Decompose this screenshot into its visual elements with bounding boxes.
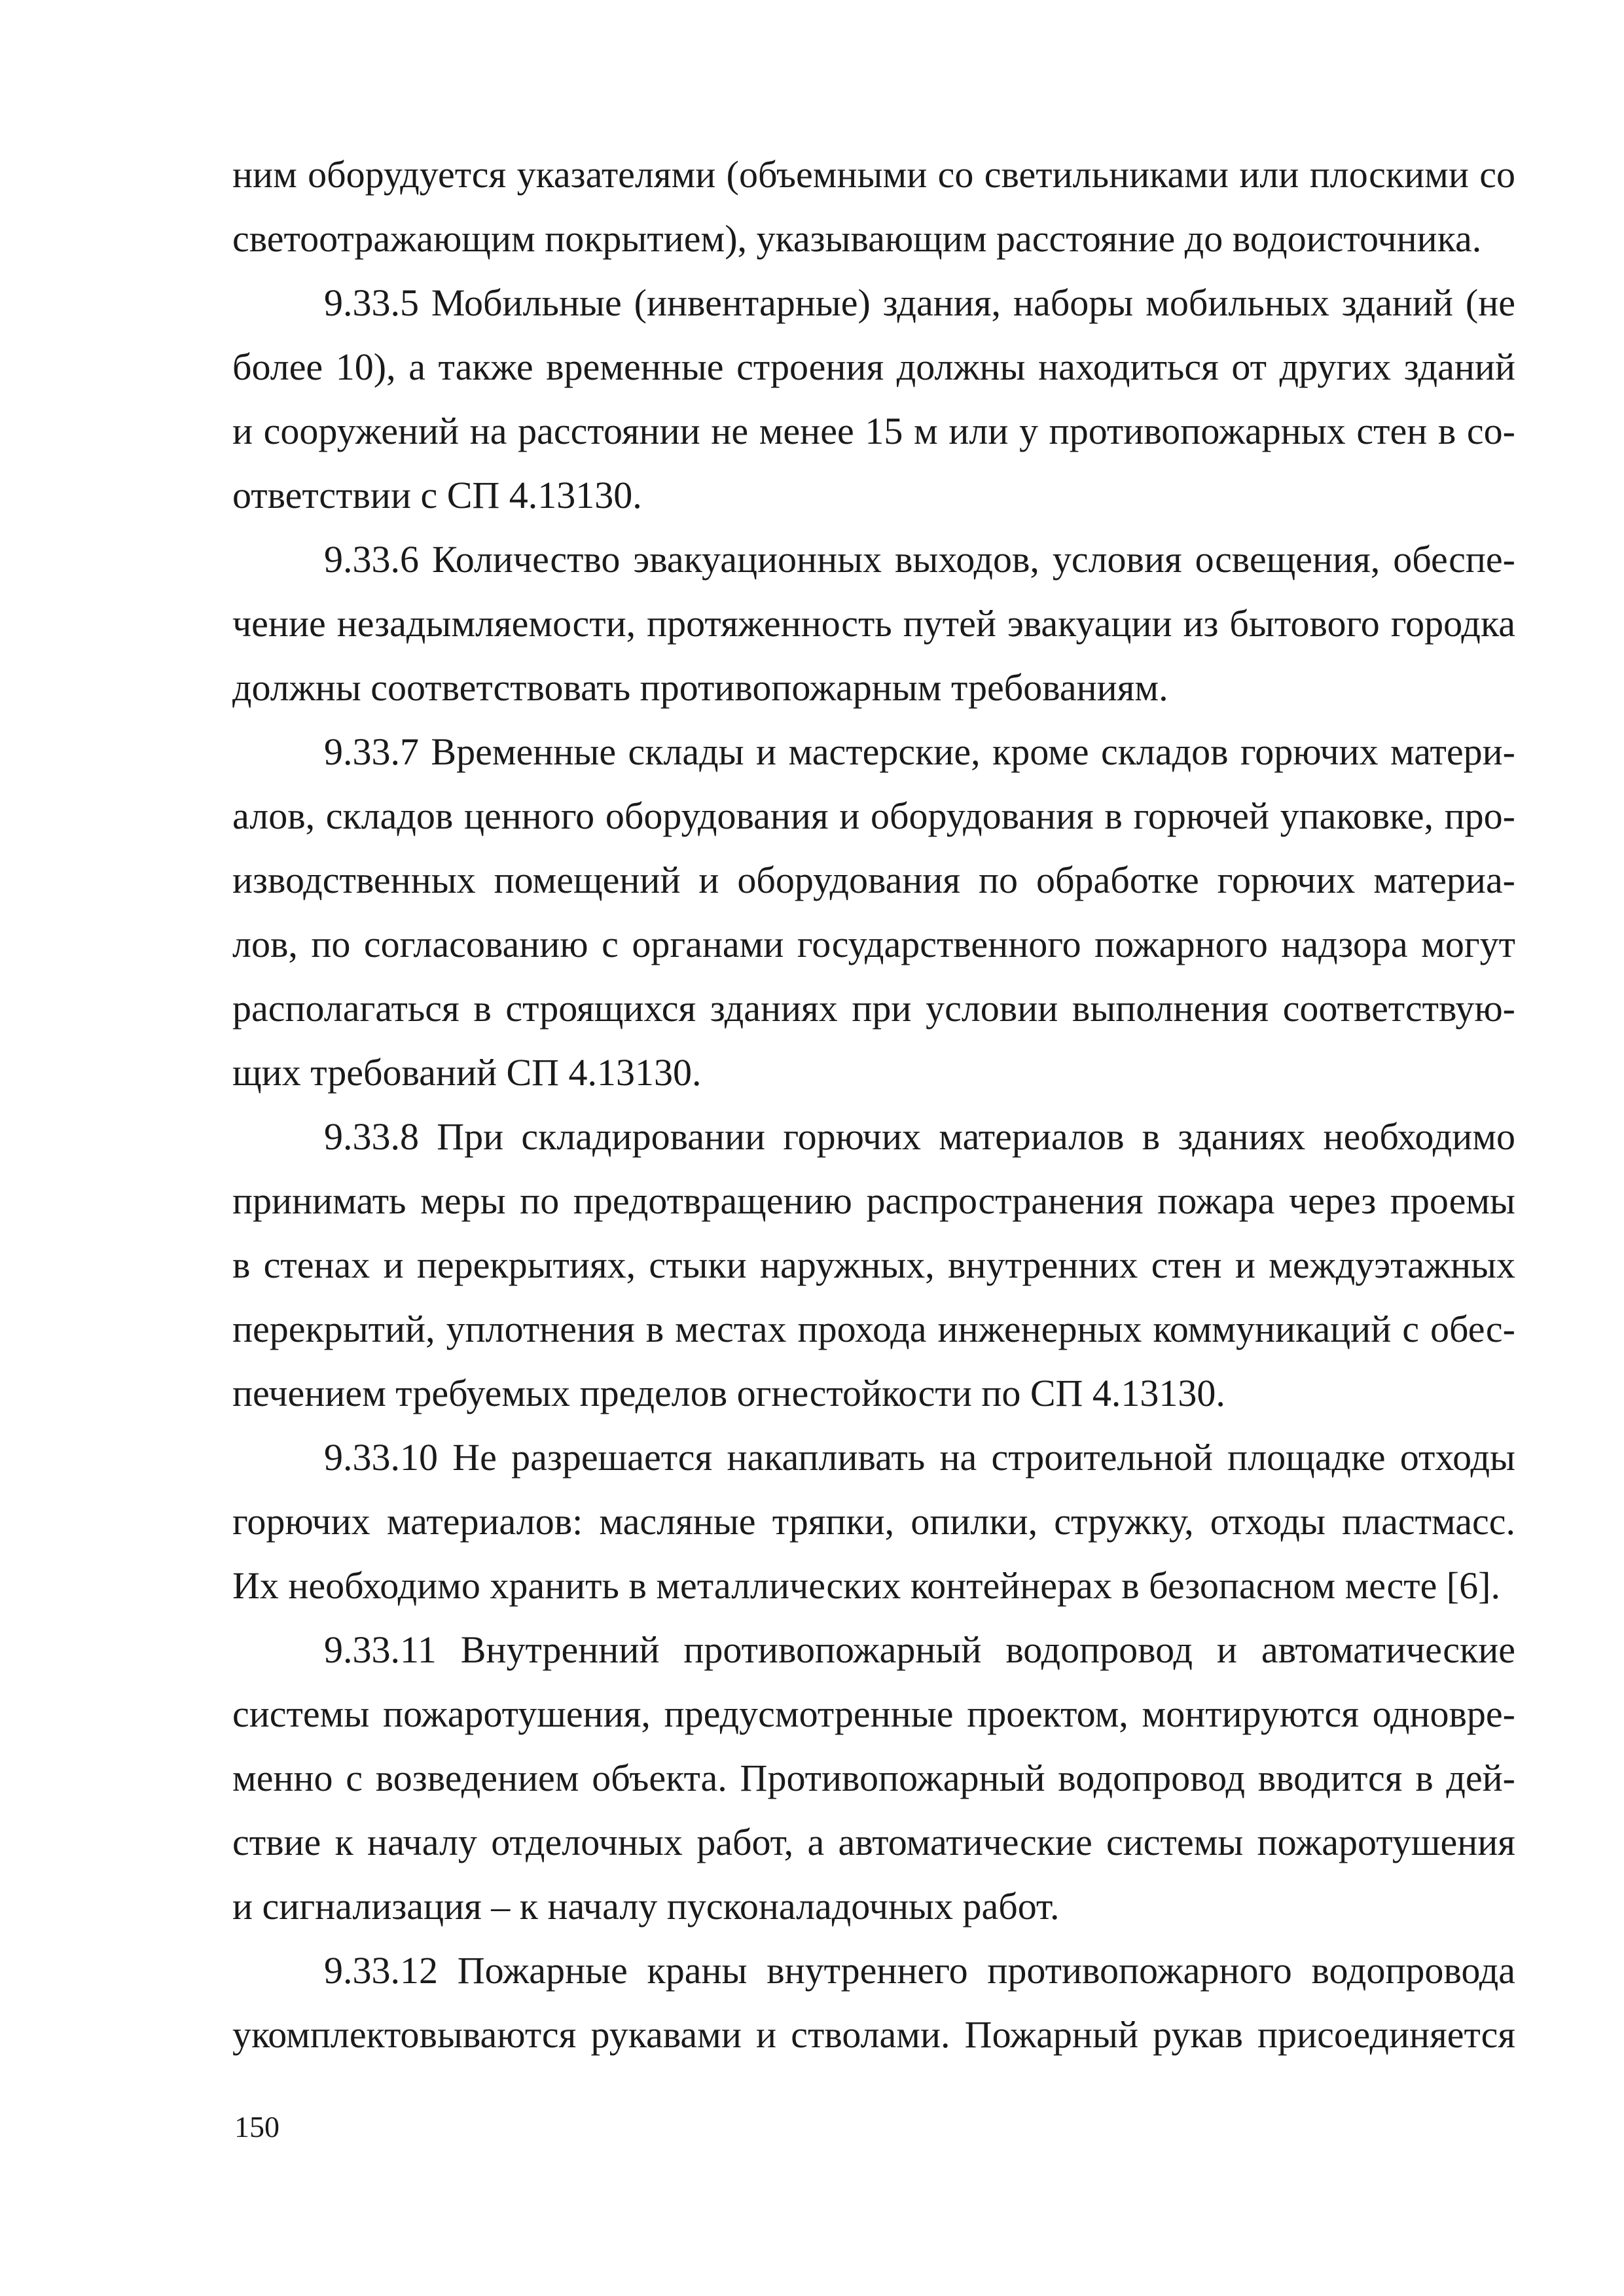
- text-line: Их необходимо хранить в металлических контейнерах в безопасном месте [6].: [232, 1564, 1500, 1607]
- text-line: печением требуемых пределов огнестойкости по СП 4.13130.: [232, 1372, 1225, 1414]
- text-line: ствие к началу отделочных работ, а автоматические системы пожаротушения: [232, 1821, 1515, 1863]
- text-line: щих требований СП 4.13130.: [232, 1051, 702, 1094]
- page-number: 150: [234, 2110, 280, 2144]
- paragraph-first-line: 9.33.12 Пожарные краны внутреннего противопожарного водопровода: [324, 1949, 1515, 1992]
- text-line: системы пожаротушения, предусмотренные проектом, монтируются одновре-: [232, 1693, 1515, 1735]
- text-line: и сигнализация – к началу пусконаладочных работ.: [232, 1885, 1060, 1928]
- text-line: менно с возведением объекта. Противопожарный водопровод вводится в дей-: [232, 1757, 1515, 1799]
- text-line: принимать меры по предотвращению распространения пожара через проемы: [232, 1179, 1515, 1222]
- text-line: изводственных помещений и оборудования по обработке горючих материа-: [232, 859, 1515, 901]
- paragraph-first-line: 9.33.5 Мобильные (инвентарные) здания, наборы мобильных зданий (не: [324, 281, 1515, 324]
- paragraph-first-line: 9.33.7 Временные склады и мастерские, кроме складов горючих матери-: [324, 730, 1515, 773]
- text-line: горючих материалов: масляные тряпки, опилки, стружку, отходы пластмасс.: [232, 1500, 1515, 1543]
- text-line: светоотражающим покрытием), указывающим расстояние до водоисточника.: [232, 217, 1482, 260]
- text-line: ним оборудуется указателями (объемными со светильниками или плоскими со: [232, 153, 1515, 196]
- paragraph-first-line: 9.33.8 При складировании горючих материалов в зданиях необходимо: [324, 1115, 1515, 1158]
- text-line: перекрытий, уплотнения в местах прохода инженерных коммуникаций с обес-: [232, 1308, 1515, 1350]
- paragraph-first-line: 9.33.6 Количество эвакуационных выходов, условия освещения, обеспе-: [324, 538, 1515, 581]
- text-line: располагаться в строящихся зданиях при условии выполнения соответствую-: [232, 987, 1515, 1030]
- text-line: алов, складов ценного оборудования и оборудования в горючей упаковке, про-: [232, 795, 1515, 837]
- text-line: ответствии с СП 4.13130.: [232, 474, 642, 516]
- paragraph-first-line: 9.33.10 Не разрешается накапливать на строительной площадке отходы: [324, 1436, 1515, 1479]
- text-line: в стенах и перекрытиях, стыки наружных, внутренних стен и междуэтажных: [232, 1244, 1515, 1286]
- paragraph-first-line: 9.33.11 Внутренний противопожарный водопровод и автоматические: [324, 1628, 1515, 1671]
- text-line: более 10), а также временные строения должны находиться от других зданий: [232, 346, 1515, 388]
- text-line: лов, по согласованию с органами государственного пожарного надзора могут: [232, 923, 1515, 965]
- text-line: укомплектовываются рукавами и стволами. Пожарный рукав присоединяется: [232, 2013, 1515, 2056]
- text-line: и сооружений на расстоянии не менее 15 м или у противопожарных стен в со-: [232, 410, 1515, 452]
- text-line: должны соответствовать противопожарным требованиям.: [232, 666, 1168, 709]
- text-line: чение незадымляемости, протяженность путей эвакуации из бытового городка: [232, 602, 1515, 645]
